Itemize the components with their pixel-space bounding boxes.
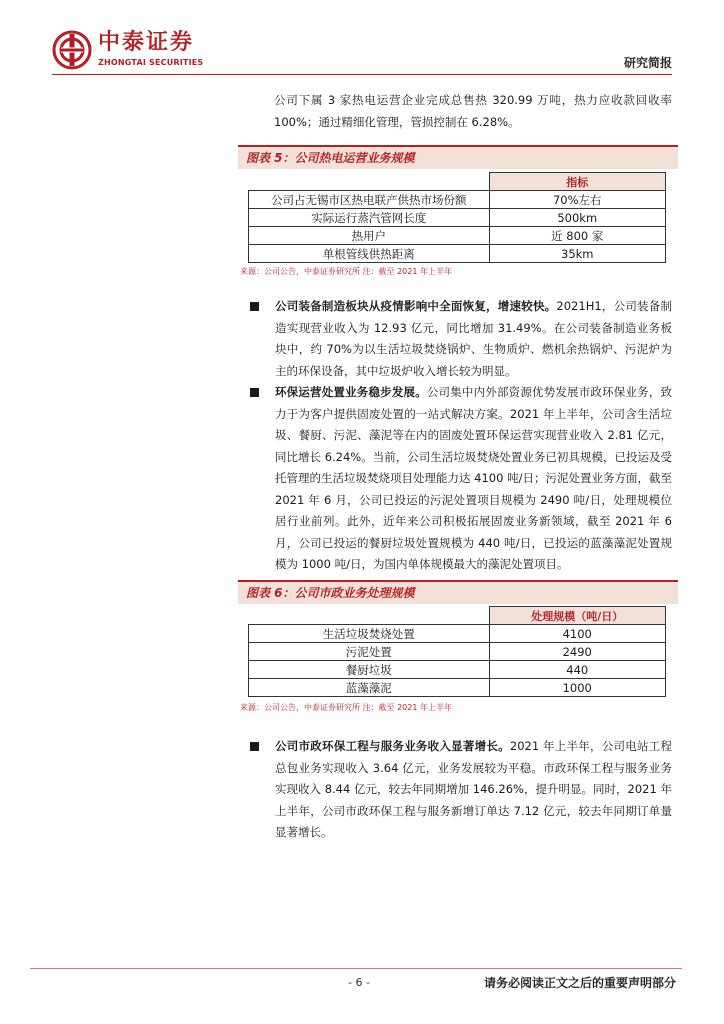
bullet-body: 2021 年上半年，公司电站工程总包业务实现收入 3.64 亿元，业务发展较为平稳。市政环保工程与服务业务实现收入 8.44 亿元，较去年同期增加 146.26%，提升明显。同时，2021 年上半年，公司市政环保工程与服务新增订单达 7.12 亿元，较去年同期订单量显著增长。 [275,739,673,839]
table-row [249,245,666,263]
figure5-table [248,172,666,263]
figure6-source: 来源：公司公告，中泰证券研究所 注：截至 2021 年上半年 [240,703,452,712]
row-label: 实际运行蒸汽管网长度 [249,209,490,227]
bullet-lead: 公司市政环保工程与服务业务收入显著增长。 [275,739,510,753]
figure6-empty-header [249,607,490,625]
document-type: 研究简报 [623,56,672,70]
figure5-column-header: 指标 [489,173,666,191]
row-value: 440 [489,661,666,679]
bullet-text [250,736,672,844]
bullet-municipal-engineering [250,736,672,844]
figure6-title-bar [238,580,678,604]
square-bullet-icon [250,302,259,311]
bullet-text [250,382,672,576]
footer-disclaimer: 请务必阅读正文之后的重要声明部分 [483,976,676,990]
figure5-title-bar [238,145,678,169]
row-value: 1000 [489,679,666,697]
bullet-lead: 公司装备制造板块从疫情影响中全面恢复，增速较快。 [275,299,557,313]
row-value: 35km [489,245,666,263]
row-label: 餐厨垃圾 [249,661,490,679]
bullet-body: 2021H1，公司装备制造实现营业收入为 12.93 亿元，同比增加 31.49%。在公司装备制造业务板块中，约 70%为以生活垃圾焚烧锅炉、生物质炉、燃机余热锅炉、污泥炉为主的环保设备，其中垃圾炉收入增长较为明显。 [275,299,673,378]
figure6-table [248,606,666,697]
header-divider [52,74,672,75]
table-row [249,227,666,245]
logo-text-cn: 中泰证券 [98,30,195,55]
row-label: 公司占无锡市区热电联产供热市场份额 [249,191,490,209]
table-row [249,209,666,227]
table-row [249,643,666,661]
logo-text-en: ZHONGTAI SECURITIES [98,58,204,67]
square-bullet-icon [250,388,259,397]
figure6-title: 图表 6：公司市政业务处理规模 [246,586,415,600]
bullet-equipment-manufacturing [250,296,672,382]
bullet-text [250,296,672,382]
page-number: - 6 - [348,976,370,989]
figure5-header-row [249,173,666,191]
figure5-empty-header [249,173,490,191]
page-header [0,0,724,80]
square-bullet-icon [250,742,259,751]
bullet-environmental-operations [250,382,672,576]
figure6-column-header: 处理规模（吨/日） [489,607,666,625]
row-label: 污泥处置 [249,643,490,661]
row-value: 2490 [489,643,666,661]
row-value: 4100 [489,625,666,643]
row-label: 生活垃圾焚烧处置 [249,625,490,643]
bullet-body: 公司集中内外部资源优势发展市政环保业务，致力于为客户提供固废处置的一站式解决方案。2021 年上半年，公司含生活垃圾、餐厨、污泥、藻泥等在内的固废处置环保运营实现营业收入 2.81 亿元，同比增长 6.24%。当前，公司生活垃圾焚烧处置业务已初具规模，已投运及受托管理的生活垃圾焚烧项目处理能力达 4100 吨/日；污泥处置业务方面，截至 2021 年 6 月，公司已投运的污泥处置项目规模为 2490 吨/日，处理规模位居行业前列。此外，近年来公司积极拓展固废业务新领域，截至 2021 年 6 月，公司已投运的餐厨垃圾处置规模为 440 吨/日，已投运的蓝藻藻泥处置规模为 1000 吨/日，为国内单体规模最大的藻泥处置项目。 [275,385,673,571]
bullet-lead: 环保运营处置业务稳步发展。 [275,385,427,399]
table-row [249,625,666,643]
figure5-title: 图表 5：公司热电运营业务规模 [246,151,415,165]
row-label: 蓝藻藻泥 [249,679,490,697]
intro-paragraph: 公司下属 3 家热电运营企业完成总售热 320.99 万吨，热力应收款回收率 100%；通过精细化管理，管损控制在 6.28%。 [274,93,672,129]
row-value: 500km [489,209,666,227]
table-row [249,661,666,679]
row-label: 单根管线供热距离 [249,245,490,263]
footer-divider [30,968,682,969]
figure5-source: 来源：公司公告，中泰证券研究所 注：截至 2021 年上半年 [240,267,452,276]
row-value: 近 800 家 [489,227,666,245]
table-row [249,191,666,209]
table-row [249,679,666,697]
zhongtai-logo-icon [52,30,92,70]
figure6-header-row [249,607,666,625]
row-label: 热用户 [249,227,490,245]
row-value: 70%左右 [489,191,666,209]
